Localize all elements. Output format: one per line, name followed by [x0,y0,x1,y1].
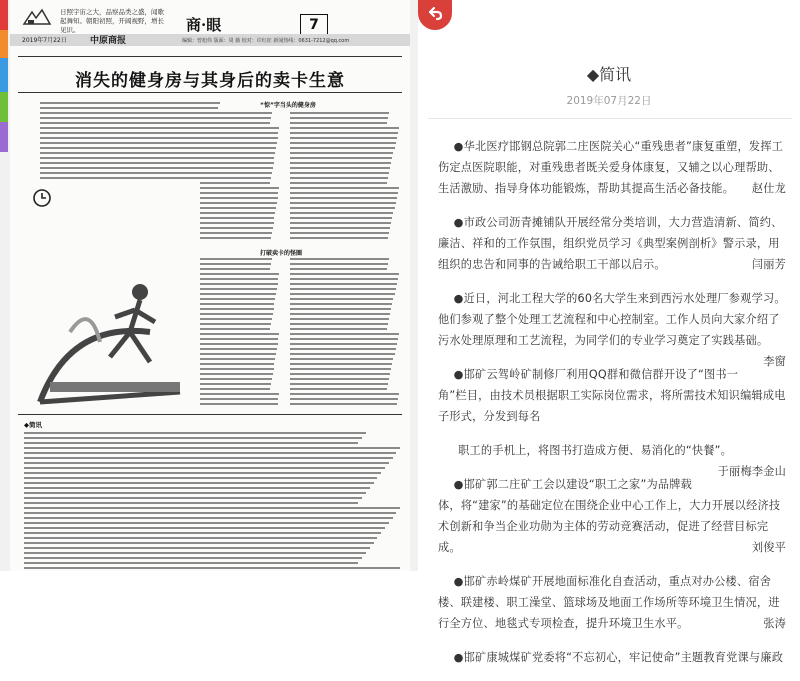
clock-icon [32,188,52,208]
text-line [24,482,374,484]
text-line [200,207,276,209]
text-line [290,127,399,129]
text-line [40,107,218,109]
text-line [200,137,278,139]
text-line [290,227,390,229]
newspaper-page-image[interactable] [10,0,410,571]
text-line [290,348,396,350]
text-line [40,147,226,149]
text-line [200,403,278,405]
text-line [290,147,395,149]
article-paragraph: ●市政公司沥青摊铺队开展经常分类培训，大力营造清新、简约、廉洁、祥和的工作氛围，组织党员学习《典型案例剖析》警示录，用组织的忠告和同事的告诫给职工干部以启示。 闫丽芳 [438,212,786,275]
text-line [290,237,388,239]
text-line [290,132,398,134]
text-line [200,373,273,375]
text-line [200,308,274,310]
text-line [290,378,389,380]
text-line [24,517,393,519]
text-line [24,567,400,569]
text-line [290,298,393,300]
text-line [24,497,362,499]
text-line [290,323,388,325]
text-column-3 [200,256,280,406]
edge-tab-red[interactable] [0,0,8,30]
text-line [290,363,392,365]
text-line [290,212,393,214]
text-line [24,487,370,489]
text-line [200,288,277,290]
text-line [200,388,270,390]
text-line [200,378,272,380]
text-line [290,288,396,290]
text-line [290,152,393,154]
edge-tab-green[interactable] [0,92,8,122]
text-line [290,162,391,164]
text-line [40,152,224,154]
article-paragraph: ●邯矿赤岭煤矿开展地面标准化自查活动，重点对办公楼、宿舍楼、联建楼、职工澡堂、篮球场及地面工作场所等环境卫生情况，进行全方位、地毯式专项检查，提升环境卫生水平。 张涛 [438,571,786,634]
text-line [24,467,385,469]
text-line [200,147,276,149]
newspaper-page-number: 7 [300,14,328,36]
text-line [200,368,274,370]
text-line [200,338,278,340]
text-line [200,318,272,320]
newspaper-brief-title: ◆简讯 [24,421,42,429]
text-line [290,122,387,124]
edge-tab-orange[interactable] [0,30,8,58]
text-line [24,472,381,474]
text-line [24,507,400,509]
text-column-1 [200,110,280,240]
text-line [24,442,358,444]
text-line [200,192,278,194]
text-line [24,522,389,524]
text-line [24,462,389,464]
text-line [24,547,370,549]
newspaper-editor-line: 编辑：曾旭伟 版面：周 薇 校对：许红征 新闻热线：0631-7212@qq.com [182,38,350,44]
text-line [40,167,218,169]
text-line [290,112,389,114]
newspaper-panel [0,0,418,571]
text-line [24,502,358,504]
text-line [290,197,397,199]
text-line [200,167,273,169]
text-line [290,333,399,335]
newspaper-subhead-1: “惊”字当头的健身房 [260,102,316,109]
edge-tab-blue[interactable] [0,58,8,92]
text-line [200,142,277,144]
text-line [40,172,216,174]
divider [18,92,402,93]
article-paragraph: ●邯矿康城煤矿党委将“不忘初心，牢记使命”主题教育党课与廉政 [453,651,784,664]
text-line [24,552,366,554]
text-line [24,477,377,479]
text-line [290,232,389,234]
text-line [290,278,398,280]
text-line [290,222,391,224]
text-line [290,293,395,295]
text-line [290,383,388,385]
text-line [290,207,395,209]
article-panel [418,0,800,664]
text-line [290,368,391,370]
text-line [290,403,397,405]
edge-tab-purple[interactable] [0,122,8,152]
text-line [290,172,389,174]
text-line [200,217,274,219]
text-line [290,283,397,285]
text-line [290,303,392,305]
newspaper-logo-icon [22,8,52,28]
text-line [290,217,392,219]
text-line [24,457,393,459]
text-line [200,117,271,119]
text-line [200,358,275,360]
text-line [200,232,272,234]
text-line [200,157,274,159]
article-paragraph: ●邯矿云驾岭矿制修厂利用QQ群和微信群开设了“图书一角”栏目，由技术员根据职工实际岗位需求，将所需技术知识编辑成电子形式，分发到每名 [438,368,786,423]
text-line [200,197,278,199]
brief-columns [24,430,404,570]
text-line [290,202,396,204]
text-line [200,122,270,124]
newspaper-brand: 中原商报 [90,36,127,46]
text-line [290,318,389,320]
text-line [290,268,387,270]
text-line [24,432,366,434]
text-line [40,102,220,104]
text-line [200,343,278,345]
text-line [200,162,274,164]
text-line [290,343,397,345]
back-button[interactable] [418,0,452,30]
text-line [200,132,278,134]
text-line [200,182,270,184]
text-line [200,258,272,260]
text-line [200,353,276,355]
text-line [200,202,277,204]
text-line [40,112,216,114]
text-line [200,222,274,224]
text-line [24,512,396,514]
divider [18,56,402,57]
text-line [290,313,390,315]
text-line [200,237,271,239]
newspaper-slogan: 日照宇宙之大，品察品类之盛，闻歌起舞知。朝阳初照，开阔视野，增长见识。 [60,8,164,34]
text-line [200,152,275,154]
paragraph-author: 刘俊平 [751,541,786,554]
text-line [200,283,278,285]
text-line [24,447,400,449]
text-line [200,268,270,270]
paragraph-author: 赵仕龙 [751,182,786,195]
text-line [200,363,274,365]
article-paragraph: 职工的手机上，将图书打造成方便、易消化的“快餐”。 于丽梅李金山 [438,440,786,461]
paragraph-author: 李窗 [763,355,786,368]
text-line [200,313,273,315]
article-date: 2019年07月22日 [566,95,652,107]
article-title: ◆简讯 [586,65,632,84]
article-paragraph: ●华北医疗邯钢总院郭二庄医院关心“重残患者”康复重塑，发挥工伤定点医院职能，对重残患者既关爱身体康复，又辅之以心理帮助、生活激励、指导身体功能锻炼，帮助其提高生活必备技能。 赵仕龙 [438,136,786,199]
text-line [200,187,279,189]
back-arrow-icon [426,5,444,23]
text-line [290,117,388,119]
text-line [290,398,398,400]
text-line [290,177,388,179]
text-line [290,258,389,260]
paragraph-author: 于丽梅李金山 [717,465,786,478]
article-paragraph: ●近日，河北工程大学的60名大学生来到西污水处理厂参观学习。他们参观了整个处理工艺流程和中心控制室。工作人员向大家介绍了污水处理原理和工艺流程，为同学们的专业学习奠定了实践基础。 李窗 [438,288,786,351]
text-line [290,388,387,390]
article-paragraph: ●邯矿郭二庄矿工会以建设“职工之家”为品牌载体，将“建家”的基础定位在围绕企业中心工作上，大力开展以经济技术创新和争当企业功勋为主体的劳动竞赛活动，促进了经营目标完成。 刘俊平 [438,474,786,558]
paragraph-author: 张涛 [763,617,786,630]
text-line [200,383,271,385]
text-line [24,492,366,494]
text-line [200,273,279,275]
text-line [200,393,279,395]
text-line [290,142,396,144]
text-line [290,187,399,189]
text-line [200,303,274,305]
paragraph-author: 闫丽芳 [751,258,786,271]
newspaper-headline: 消失的健身房与其身后的卖卡生意 [75,71,345,91]
newspaper-section-title: 商·眼 [186,16,222,34]
text-line [200,323,271,325]
text-line [290,263,388,265]
text-line [290,182,387,184]
text-line [24,537,377,539]
text-line [200,298,275,300]
text-line [24,527,385,529]
newspaper-subhead-2: 打破卖卡的怪圈 [260,250,303,257]
text-line [200,227,273,229]
text-line [40,157,222,159]
text-line [24,557,362,559]
text-line [290,328,387,330]
text-line [290,358,393,360]
text-line [200,127,279,129]
edge-tabs [0,0,8,571]
text-line [40,162,220,164]
text-line [24,452,396,454]
text-line [24,542,374,544]
treadmill-illustration [30,262,194,412]
text-line [200,348,277,350]
text-line [200,293,276,295]
text-line [290,373,390,375]
text-line [290,167,390,169]
text-line [24,437,362,439]
text-line [290,353,395,355]
text-line [24,562,358,564]
text-line [290,338,398,340]
article-body [438,136,786,681]
text-line [290,157,392,159]
text-line [24,532,381,534]
text-line [200,172,272,174]
text-line [290,393,399,395]
divider [18,414,402,415]
text-line [200,398,278,400]
text-line [200,212,275,214]
text-line [290,308,391,310]
text-line [200,278,278,280]
text-line [200,177,271,179]
text-line [200,333,279,335]
text-line [290,192,398,194]
text-line [200,112,272,114]
text-line [290,137,397,139]
text-column-4 [290,256,400,406]
text-column-2 [290,110,400,240]
text-line [290,273,399,275]
divider [428,118,792,119]
text-line [200,328,270,330]
newspaper-date: 2019年7月22日 [22,37,67,44]
text-line [200,263,271,265]
